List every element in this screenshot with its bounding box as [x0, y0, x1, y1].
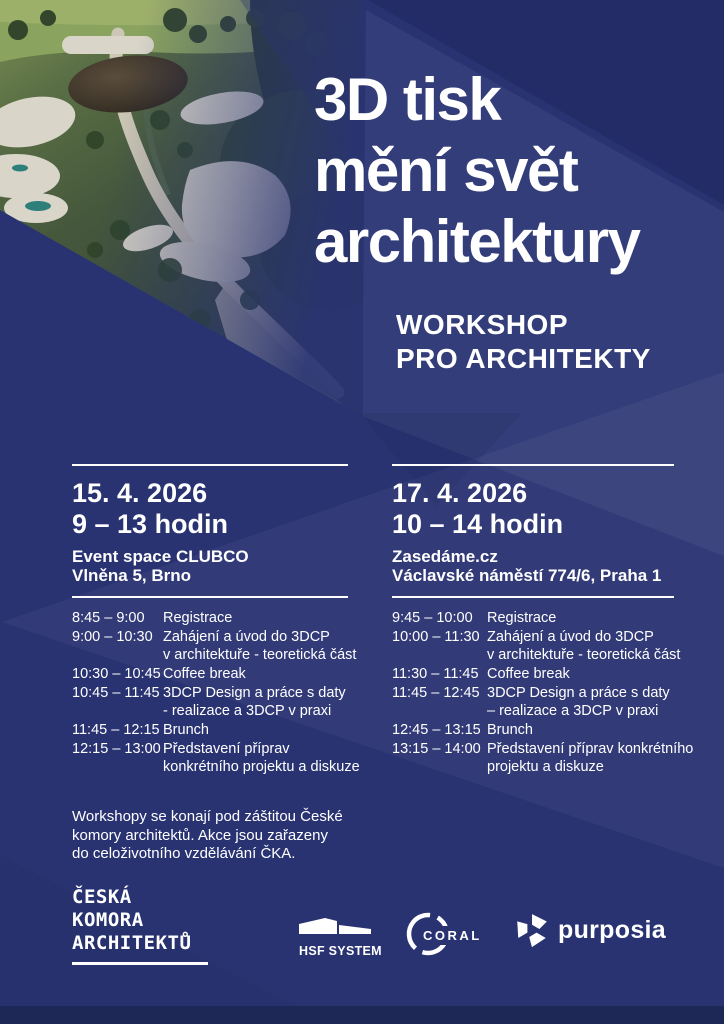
schedule-activity: Zahájení a úvod do 3DCP v architektuře - teoretická část	[487, 629, 681, 663]
schedule-time: 8:45 – 9:00	[72, 610, 145, 626]
schedule-list	[72, 609, 360, 776]
session-column-brno	[72, 464, 360, 777]
hero-photo-illustration	[0, 0, 363, 416]
cka-logo-line: KOMORA	[72, 909, 144, 931]
bottom-accent-band	[0, 1006, 724, 1024]
schedule-activity: Zahájení a úvod do 3DCP v architektuře - teoretická část	[163, 629, 357, 663]
schedule-activity: 3DCP Design a práce s daty – realizace a 3DCP v praxi	[487, 685, 670, 719]
coral-logo	[406, 910, 492, 960]
schedule-time: 12:15 – 13:00	[72, 741, 161, 757]
patronage-note	[72, 808, 343, 864]
hsf-logo-label: HSF SYSTEM	[299, 944, 382, 958]
schedule-row	[72, 740, 360, 776]
schedule-row	[72, 684, 348, 720]
schedule-time: 9:00 – 10:30	[72, 629, 153, 645]
session-column-praha	[392, 464, 694, 777]
schedule-row	[392, 628, 681, 664]
schedule-row	[392, 684, 674, 720]
venue-name: Event space CLUBCO	[72, 547, 249, 566]
subtitle-line: PRO ARCHITEKTY	[396, 343, 651, 374]
schedule-activity: 3DCP Design a práce s daty - realizace a 3DCP v praxi	[163, 685, 346, 719]
note-line: Workshopy se konají pod záštitou České	[72, 808, 343, 825]
cka-logo-line: ČESKÁ	[72, 886, 132, 908]
divider-line	[392, 596, 674, 598]
divider-line	[72, 596, 348, 598]
venue-address: Vlněna 5, Brno	[72, 566, 192, 585]
cka-logo-line: ARCHITEKTŮ	[72, 932, 192, 954]
schedule-activity: Brunch	[163, 722, 209, 738]
schedule-time: 10:00 – 11:30	[392, 629, 480, 645]
poster-title	[314, 64, 639, 277]
schedule-row	[72, 628, 357, 664]
schedule-activity: Coffee break	[487, 666, 570, 682]
title-line: 3D tisk	[314, 66, 501, 133]
purposia-logo-label: purposia	[558, 915, 666, 944]
subtitle-line: WORKSHOP	[396, 309, 568, 340]
schedule-activity: Registrace	[163, 610, 233, 626]
divider-line	[72, 464, 348, 466]
schedule-row	[392, 665, 674, 683]
schedule-time: 9:45 – 10:00	[392, 610, 473, 626]
schedule-list	[392, 609, 694, 776]
poster-subtitle	[396, 308, 651, 376]
schedule-row	[72, 665, 348, 683]
schedule-activity: Registrace	[487, 610, 557, 626]
venue-name: Zasedáme.cz	[392, 547, 498, 566]
hero-photo	[0, 0, 363, 416]
schedule-row	[72, 721, 348, 739]
note-line: do celoživotního vzdělávání ČKA.	[72, 845, 296, 862]
schedule-activity: Představení příprav konkrétního projektu a diskuze	[163, 741, 360, 775]
blue-fade-overlay	[0, 0, 363, 416]
hsf-building-icon	[299, 916, 373, 936]
purposia-pinwheel-icon	[514, 912, 550, 948]
session-time: 9 – 13 hodin	[72, 509, 229, 539]
title-line: architektury	[314, 208, 640, 275]
cka-logo	[72, 886, 208, 965]
schedule-time: 11:30 – 11:45	[392, 666, 479, 682]
divider-line	[392, 464, 674, 466]
schedule-time: 10:45 – 11:45	[72, 685, 160, 701]
hsf-system-logo	[299, 916, 382, 958]
schedule-row	[392, 721, 674, 739]
session-date: 17. 4. 2026	[392, 478, 528, 508]
note-line: komory architektů. Akce jsou zařazeny	[72, 826, 328, 844]
session-time: 10 – 14 hodin	[392, 509, 564, 539]
schedule-row	[72, 609, 348, 627]
schedule-row	[392, 609, 674, 627]
venue-address: Václavské náměstí 774/6, Praha 1	[392, 566, 662, 585]
cka-logo-underline	[72, 962, 208, 965]
schedule-time: 11:45 – 12:15	[72, 722, 160, 738]
schedule-time: 13:15 – 14:00	[392, 741, 481, 757]
purposia-logo	[514, 912, 666, 948]
coral-logo-label: CORAL	[420, 926, 485, 945]
title-line: mění svět	[314, 137, 578, 204]
session-venue	[72, 547, 348, 585]
schedule-activity: Představení příprav konkrétního projektu a diskuze	[487, 741, 694, 775]
schedule-time: 11:45 – 12:45	[392, 685, 480, 701]
schedule-time: 10:30 – 10:45	[72, 666, 161, 682]
schedule-row	[392, 740, 694, 776]
schedule-time: 12:45 – 13:15	[392, 722, 481, 738]
schedule-activity: Coffee break	[163, 666, 246, 682]
schedule-activity: Brunch	[487, 722, 533, 738]
session-date: 15. 4. 2026	[72, 478, 208, 508]
session-venue	[392, 547, 674, 585]
